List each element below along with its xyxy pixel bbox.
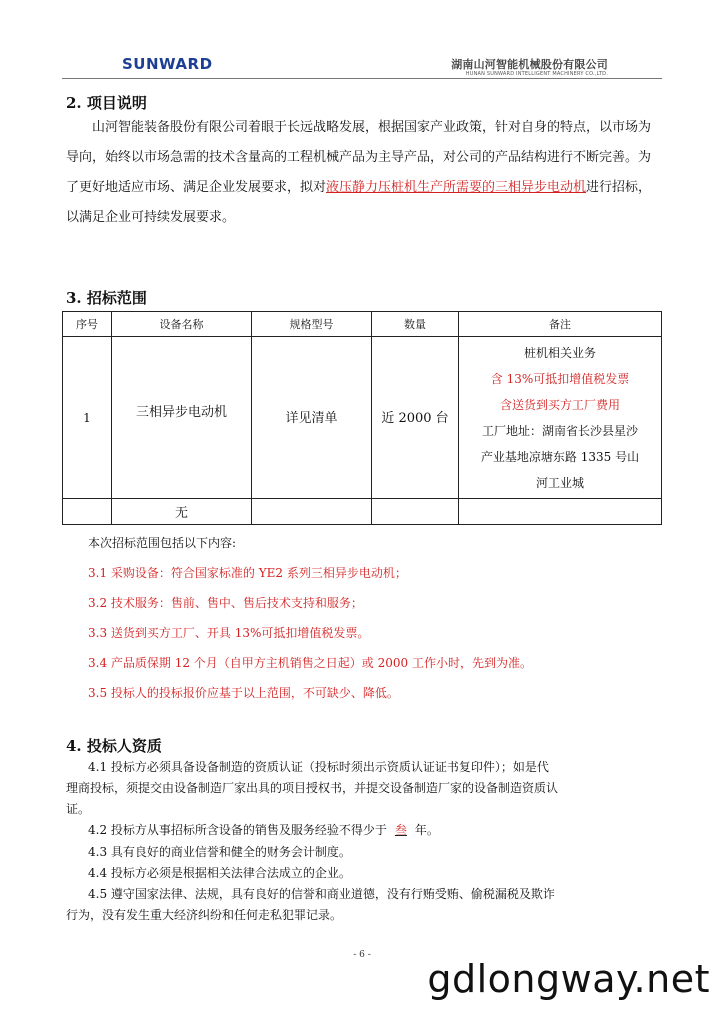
cell-index: 1	[63, 337, 112, 499]
q2-years: 叁	[394, 823, 407, 837]
site-watermark: gdlongway.net	[427, 957, 710, 1001]
cell-remarks	[459, 337, 662, 499]
qualification-4-2	[88, 820, 439, 841]
section-3-heading: 3. 招标范围	[66, 289, 147, 307]
scope-item: 3.2 技术服务：售前、售中、售后技术支持和服务；	[88, 596, 363, 610]
qualification-4-3: 4.3 具有良好的商业信誉和健全的财务会计制度。	[88, 845, 351, 859]
header-divider	[62, 78, 662, 79]
cell-empty	[63, 499, 112, 525]
qualification-4-1-cont: 证。	[66, 802, 91, 816]
table-row	[63, 337, 662, 499]
cell-empty	[459, 499, 662, 525]
remark-line-address: 河工业城	[535, 475, 584, 490]
table-header-row	[63, 312, 662, 337]
q2-suffix: 年。	[414, 823, 439, 837]
cell-spec: 详见清单	[252, 337, 372, 499]
company-name-cn: 湖南山河智能机械股份有限公司	[451, 58, 608, 71]
qualification-4-1: 4.1 投标方必须具备设备制造的资质认证（投标时须出示资质认证证书复印件）；如是代	[88, 760, 549, 774]
remark-line-delivery: 含送货到买方工厂费用	[499, 397, 620, 412]
cell-empty	[252, 499, 372, 525]
col-header-index: 序号	[63, 312, 112, 337]
qualification-4-1-cont: 理商投标，须提交由设备制造厂家出具的项目授权书，并提交设备制造厂家的设备制造资质认	[66, 781, 559, 795]
scope-item: 3.1 采购设备：符合国家标准的 YE2 系列三相异步电动机；	[88, 566, 407, 580]
sunward-logo: SUNWARD	[122, 55, 213, 73]
company-name-en: HUNAN SUNWARD INTELLIGENT MACHINERY CO.,LTD.	[465, 71, 608, 77]
remark-line-vat: 含 13%可抵扣增值税发票	[490, 371, 630, 386]
bid-scope-table	[62, 311, 662, 525]
remark-line-address: 工厂地址：湖南省长沙县星沙	[481, 423, 638, 438]
col-header-remarks: 备注	[459, 312, 662, 337]
section-2-heading: 2. 项目说明	[66, 94, 147, 112]
remark-line: 桩机相关业务	[523, 345, 596, 360]
cell-qty: 近 2000 台	[372, 337, 459, 499]
table-row-extra	[63, 499, 662, 525]
remark-line-address: 产业基地凉塘东路 1335 号山	[480, 449, 640, 464]
section-2-highlight: 液压静力压桩机生产所需要的三相异步电动机	[326, 180, 587, 195]
section-2-text-start: 山河智能装备股份有限公司着眼于长远战略发展，根据国家产业政策，针对自身的特点，以市场为导向，始终以市场急需的技术含量高的工程机械产品为主导产品，对公司的产品结构进行不断完善。为了更好地适应市场、满足企业发展要求，拟对	[66, 120, 652, 195]
scope-item: 3.3 送货到买方工厂、开具 13%可抵扣增值税发票。	[88, 626, 370, 640]
scope-item: 3.4 产品质保期 12 个月（自甲方主机销售之日起）或 2000 工作小时，先到为准。	[88, 656, 532, 670]
scope-item: 3.5 投标人的投标报价应基于以上范围，不可缺少、降低。	[88, 686, 399, 700]
qualification-4-4: 4.4 投标方必须是根据相关法律合法成立的企业。	[88, 866, 351, 880]
section-2-text-end: 进行招标，以满足企业可持续发展要求。	[66, 180, 652, 225]
qualification-4-5-cont: 行为，没有发生重大经济纠纷和任何走私犯罪记录。	[66, 908, 343, 922]
scope-intro: 本次招标范围包括以下内容:	[88, 536, 237, 550]
cell-empty	[372, 499, 459, 525]
cell-name: 三相异步电动机	[112, 337, 252, 499]
section-2-paragraph	[66, 113, 662, 233]
section-4-heading: 4. 投标人资质	[66, 737, 162, 755]
qualification-4-5: 4.5 遵守国家法律、法规，具有良好的信誉和商业道德，没有行贿受贿、偷税漏税及欺诈	[88, 887, 555, 901]
col-header-qty: 数量	[372, 312, 459, 337]
col-header-name: 设备名称	[112, 312, 252, 337]
cell-none: 无	[112, 499, 252, 525]
q2-prefix: 4.2 投标方从事招标所含设备的销售及服务经验不得少于	[88, 823, 387, 837]
col-header-spec: 规格型号	[252, 312, 372, 337]
page-number: - 6 -	[353, 950, 371, 960]
